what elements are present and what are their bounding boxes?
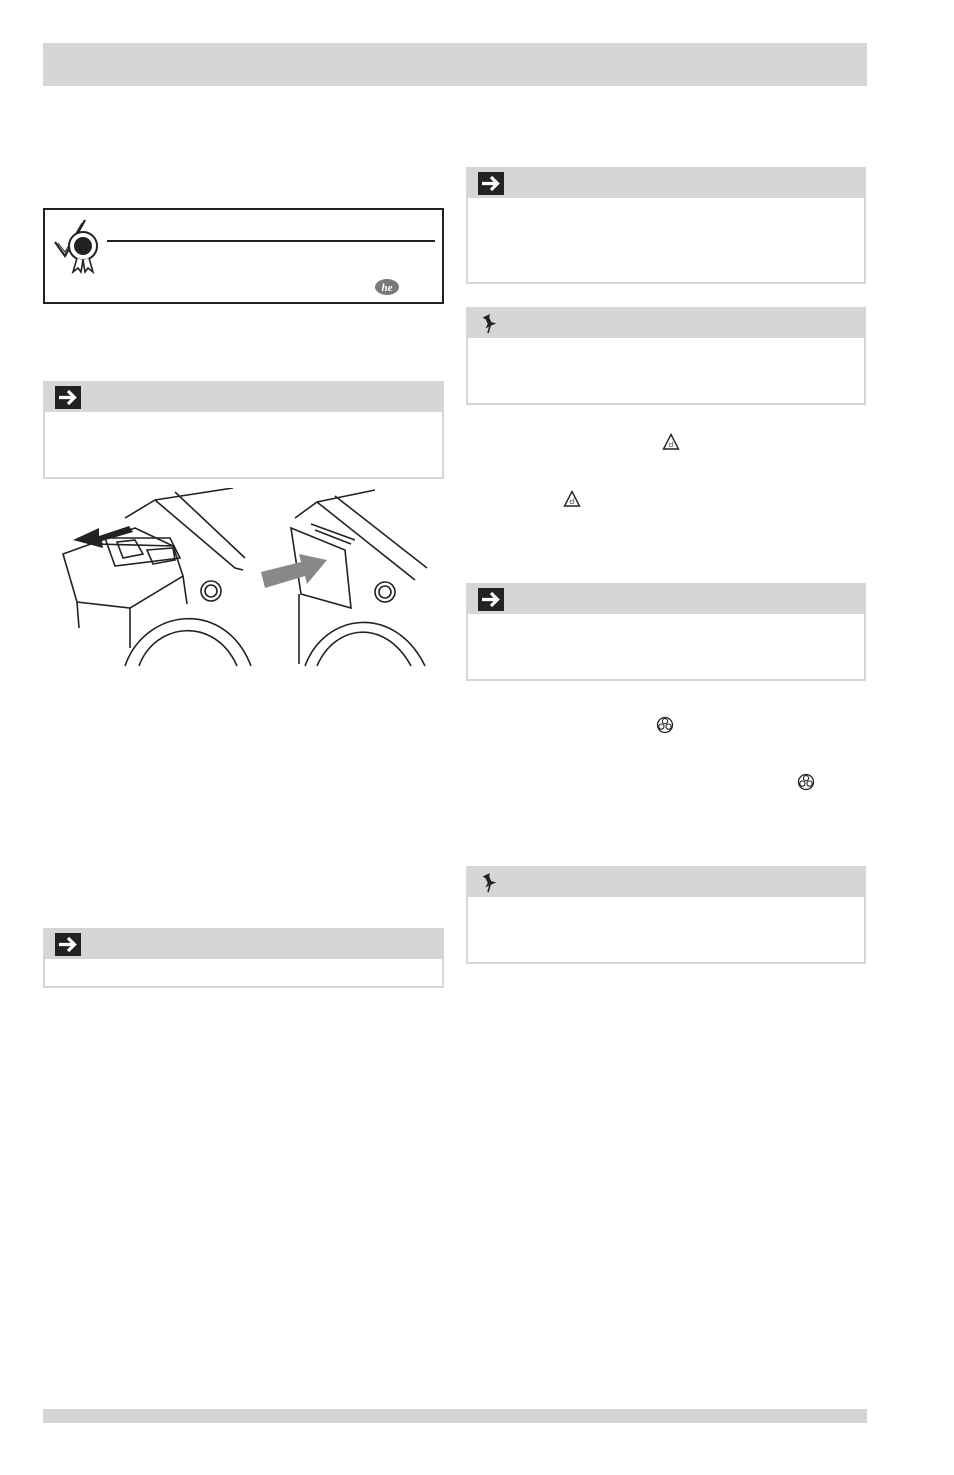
note-box-arrow-1 — [43, 381, 444, 479]
note-box-arrow-4 — [466, 583, 866, 681]
note-header — [468, 868, 864, 897]
note-header — [468, 309, 864, 338]
tip-rule — [107, 240, 435, 242]
chlorine-bleach-icon — [563, 490, 581, 508]
fabric-softener-icon — [656, 716, 674, 734]
note-header — [45, 383, 442, 412]
note-header — [468, 585, 864, 614]
tip-box — [43, 208, 444, 304]
note-header — [45, 930, 442, 959]
chlorine-bleach-icon — [662, 433, 680, 451]
note-box-pin-2 — [466, 866, 866, 964]
fabric-softener-icon — [797, 773, 815, 791]
he-logo-icon — [374, 278, 400, 296]
arrow-right-icon — [478, 172, 504, 195]
note-box-pin-1 — [466, 307, 866, 405]
svg-text:cl: cl — [668, 442, 674, 449]
award-ribbon-icon — [49, 214, 105, 274]
note-box-arrow-3 — [466, 167, 866, 284]
arrow-right-icon — [55, 386, 81, 409]
dispenser-drawer-figure — [55, 488, 445, 668]
svg-text:cl: cl — [569, 499, 575, 506]
note-header — [468, 169, 864, 198]
header-bar — [43, 43, 867, 86]
arrow-right-icon — [478, 588, 504, 611]
svg-text:he: he — [381, 282, 393, 294]
footer-bar — [43, 1409, 867, 1423]
arrow-right-icon — [55, 933, 81, 956]
push-in-arrow-icon — [261, 554, 327, 588]
dispenser-drawer-pulled-out — [63, 488, 251, 666]
pushpin-icon — [478, 312, 504, 335]
note-box-arrow-2 — [43, 928, 444, 988]
pushpin-icon — [478, 871, 504, 894]
